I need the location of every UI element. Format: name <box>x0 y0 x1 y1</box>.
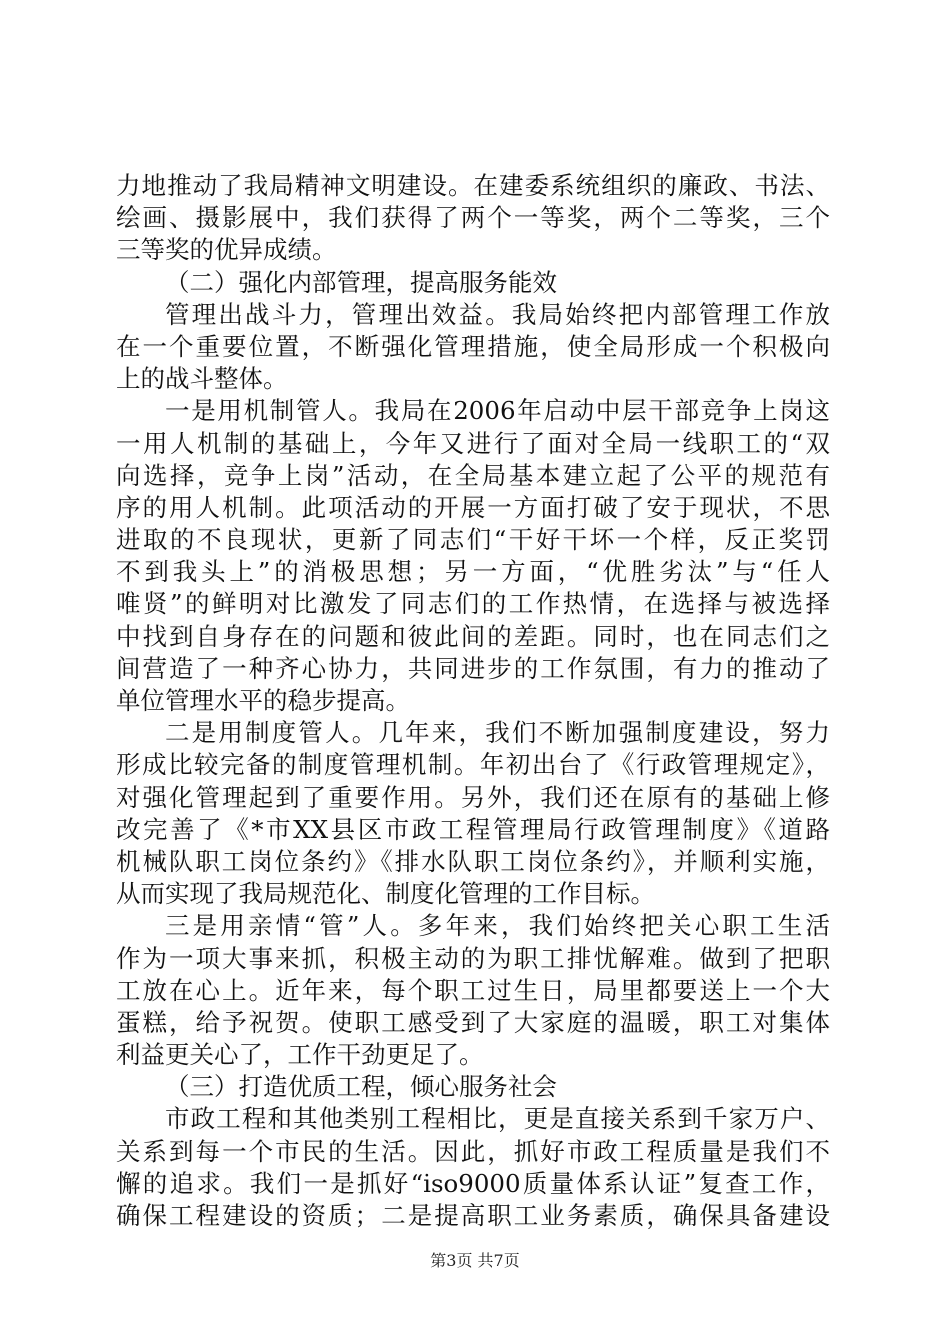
text-line: 懈的追求。我们一是抓好“iso9000质量体系认证”复查工作， <box>116 1168 830 1198</box>
text-line: 管理出战斗力，管理出效益。我局始终把内部管理工作放 <box>165 299 830 329</box>
text-line: 向选择，竞争上岗”活动，在全局基本建立起了公平的规范有 <box>116 460 830 490</box>
text-line: 不到我头上”的消极思想；另一方面，“优胜劣汰”与“任人 <box>116 557 830 587</box>
text-line: （二）强化内部管理，提高服务能效 <box>165 267 557 297</box>
text-line: 进取的不良现状，更新了同志们“干好干坏一个样，反正奖罚 <box>116 525 830 555</box>
text-line: 一用人机制的基础上，今年又进行了面对全局一线职工的“双 <box>116 428 830 458</box>
text-line: 二是用制度管人。几年来，我们不断加强制度建设，努力 <box>165 718 830 748</box>
text-line: （三）打造优质工程，倾心服务社会 <box>165 1072 557 1102</box>
text-line: 蛋糕，给予祝贺。使职工感受到了大家庭的温暖，职工对集体 <box>116 1007 830 1037</box>
text-line: 作为一项大事来抓，积极主动的为职工排忧解难。做到了把职 <box>116 943 830 973</box>
text-line: 从而实现了我局规范化、制度化管理的工作目标。 <box>116 879 655 909</box>
text-line: 机械队职工岗位条约》《排水队职工岗位条约》，并顺利实施， <box>116 846 830 876</box>
text-line: 序的用人机制。此项活动的开展一方面打破了安于现状，不思 <box>116 492 830 522</box>
text-line: 工放在心上。近年来，每个职工过生日，局里都要送上一个大 <box>116 975 830 1005</box>
text-line: 唯贤”的鲜明对比激发了同志们的工作热情，在选择与被选择 <box>116 589 830 619</box>
text-line: 市政工程和其他类别工程相比，更是直接关系到千家万户、 <box>165 1104 830 1134</box>
text-line: 一是用机制管人。我局在2006年启动中层干部竞争上岗这 <box>165 396 830 426</box>
text-line: 形成比较完备的制度管理机制。年初出台了《行政管理规定》， <box>116 750 830 780</box>
text-line: 单位管理水平的稳步提高。 <box>116 686 410 715</box>
text-line: 对强化管理起到了重要作用。另外，我们还在原有的基础上修 <box>116 782 830 812</box>
text-line: 间营造了一种齐心协力，共同进步的工作氛围，有力的推动了 <box>116 653 830 683</box>
text-line: 绘画、摄影展中，我们获得了两个一等奖，两个二等奖，三个 <box>116 203 830 233</box>
text-line: 关系到每一个市民的生活。因此，抓好市政工程质量是我们不 <box>116 1136 830 1166</box>
text-line: 上的战斗整体。 <box>116 364 288 394</box>
text-line: 在一个重要位置，不断强化管理措施，使全局形成一个积极向 <box>116 331 830 361</box>
text-line: 三等奖的优异成绩。 <box>116 235 337 265</box>
text-line: 中找到自身存在的问题和彼此间的差距。同时，也在同志们之 <box>116 621 830 651</box>
page-footer: 第3页 共7页 <box>430 1251 520 1270</box>
text-line: 力地推动了我局精神文明建设。在建委系统组织的廉政、书法、 <box>116 171 830 200</box>
text-line: 改完善了《*市XX县区市政工程管理局行政管理制度》《道路 <box>116 814 830 844</box>
text-line: 利益更关心了，工作干劲更足了。 <box>116 1040 484 1070</box>
text-line: 三是用亲情“管”人。多年来，我们始终把关心职工生活 <box>165 911 830 941</box>
body-text <box>116 170 830 1232</box>
text-line: 确保工程建设的资质；二是提高职工业务素质，确保具备建设 <box>116 1201 830 1230</box>
